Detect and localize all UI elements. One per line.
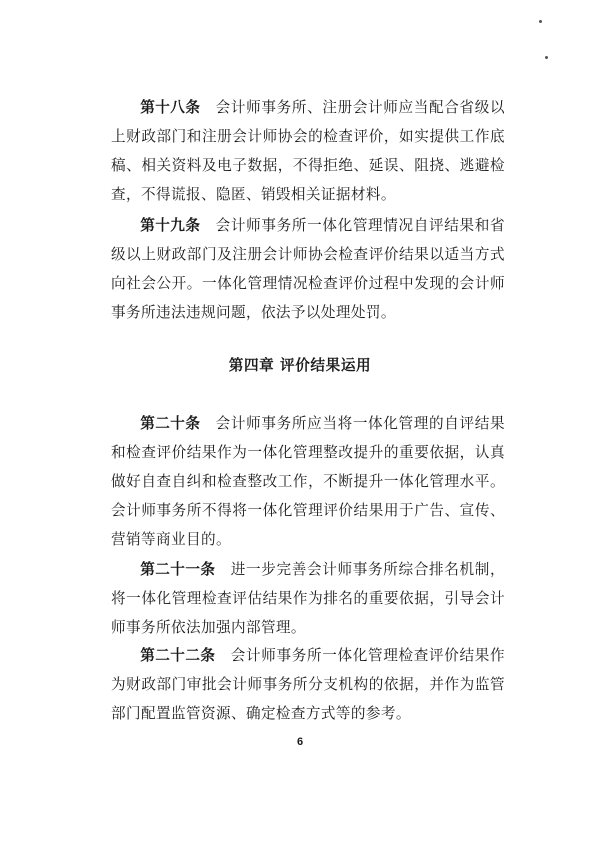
article-20-number: 第二十条 (140, 415, 201, 432)
article-21-number: 第二十一条 (140, 561, 216, 578)
article-18-paragraph (111, 93, 505, 209)
article-21-paragraph (111, 555, 505, 642)
article-19-number: 第十九条 (140, 217, 201, 234)
article-21-text: 进一步完善会计师事务所综合排名机制，将一体化管理检查评估结果作为排名的重要依据，引导会计师事务所依法加强内部管理。 (111, 561, 505, 636)
scan-speck (545, 56, 548, 59)
scan-speck (539, 20, 542, 23)
article-22-text: 会计师事务所一体化管理检查评价结果作为财政部门审批会计师事务所分支机构的依据，并作为监管部门配置监管资源、确定检查方式等的参考。 (111, 647, 505, 722)
article-19-paragraph (111, 211, 505, 327)
article-19-text: 会计师事务所一体化管理情况自评结果和省级以上财政部门及注册会计师协会检查评价结果以适当方式向社会公开。一体化管理情况检查评价过程中发现的会计师事务所违法违规问题，依法予以处理处罚。 (111, 217, 505, 321)
article-20-paragraph (111, 409, 505, 554)
article-18-number: 第十八条 (140, 99, 201, 116)
chapter-4-title: 第四章 评价结果运用 (228, 357, 372, 374)
page-number: 6 (296, 736, 304, 748)
article-22-number: 第二十二条 (140, 647, 216, 664)
article-22-paragraph (111, 641, 505, 728)
article-20-text: 会计师事务所应当将一体化管理的自评结果和检查评价结果作为一体化管理整改提升的重要依据，认真做好自查自纠和检查整改工作，不断提升一体化管理水平。会计师事务所不得将一体化管理评价结果用于广告、宣传、营销等商业目的。 (111, 415, 505, 548)
article-18-text: 会计师事务所、注册会计师应当配合省级以上财政部门和注册会计师协会的检查评价，如实提供工作底稿、相关资料及电子数据，不得拒绝、延误、阻挠、逃避检查，不得谎报、隐匿、销毁相关证据材料。 (111, 99, 505, 203)
